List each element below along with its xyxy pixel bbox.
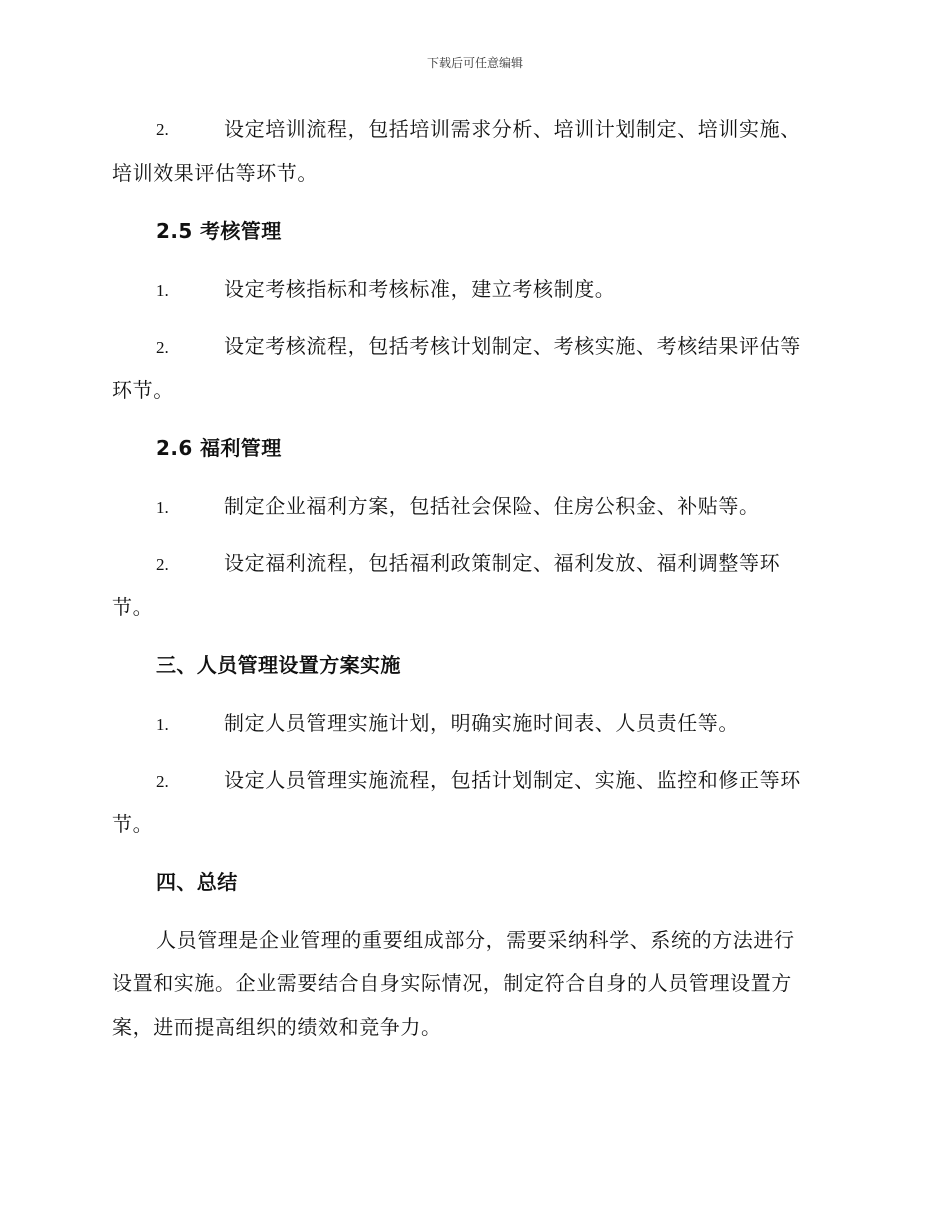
section-heading-4: 四、总结 — [156, 870, 238, 894]
list-number: 2. — [156, 120, 169, 139]
section-heading-2-6: 2.6 福利管理 — [156, 436, 282, 460]
list-item-text: 设定考核指标和考核标准，建立考核制度。 — [224, 277, 616, 301]
list-number: 1. — [156, 498, 169, 517]
list-item-text: 设定考核流程，包括考核计划制定、考核实施、考核结果评估等 — [224, 334, 801, 358]
page-header: 下载后可任意编辑 — [426, 56, 523, 70]
list-number: 1. — [156, 281, 169, 300]
list-item-text-continued: 环节。 — [112, 378, 174, 402]
list-item-text: 设定培训流程，包括培训需求分析、培训计划制定、培训实施、 — [224, 117, 801, 141]
list-item-text: 设定福利流程，包括福利政策制定、福利发放、福利调整等环 — [224, 551, 781, 575]
paragraph-line: 设置和实施。企业需要结合自身实际情况，制定符合自身的人员管理设置方 — [112, 971, 792, 995]
list-number: 1. — [156, 715, 169, 734]
list-item-text-continued: 培训效果评估等环节。 — [112, 161, 318, 185]
list-item-text: 设定人员管理实施流程，包括计划制定、实施、监控和修正等环 — [224, 768, 801, 792]
paragraph-line: 人员管理是企业管理的重要组成部分，需要采纳科学、系统的方法进行 — [156, 928, 795, 952]
paragraph-line: 案，进而提高组织的绩效和竞争力。 — [112, 1015, 442, 1039]
list-item-text: 制定企业福利方案，包括社会保险、住房公积金、补贴等。 — [224, 494, 760, 518]
section-heading-2-5: 2.5 考核管理 — [156, 219, 282, 243]
list-number: 2. — [156, 772, 169, 791]
list-number: 2. — [156, 555, 169, 574]
section-heading-3: 三、人员管理设置方案实施 — [156, 653, 401, 677]
list-number: 2. — [156, 338, 169, 357]
list-item-text: 制定人员管理实施计划，明确实施时间表、人员责任等。 — [224, 711, 739, 735]
list-item-text-continued: 节。 — [112, 812, 154, 836]
list-item-text-continued: 节。 — [112, 595, 154, 619]
